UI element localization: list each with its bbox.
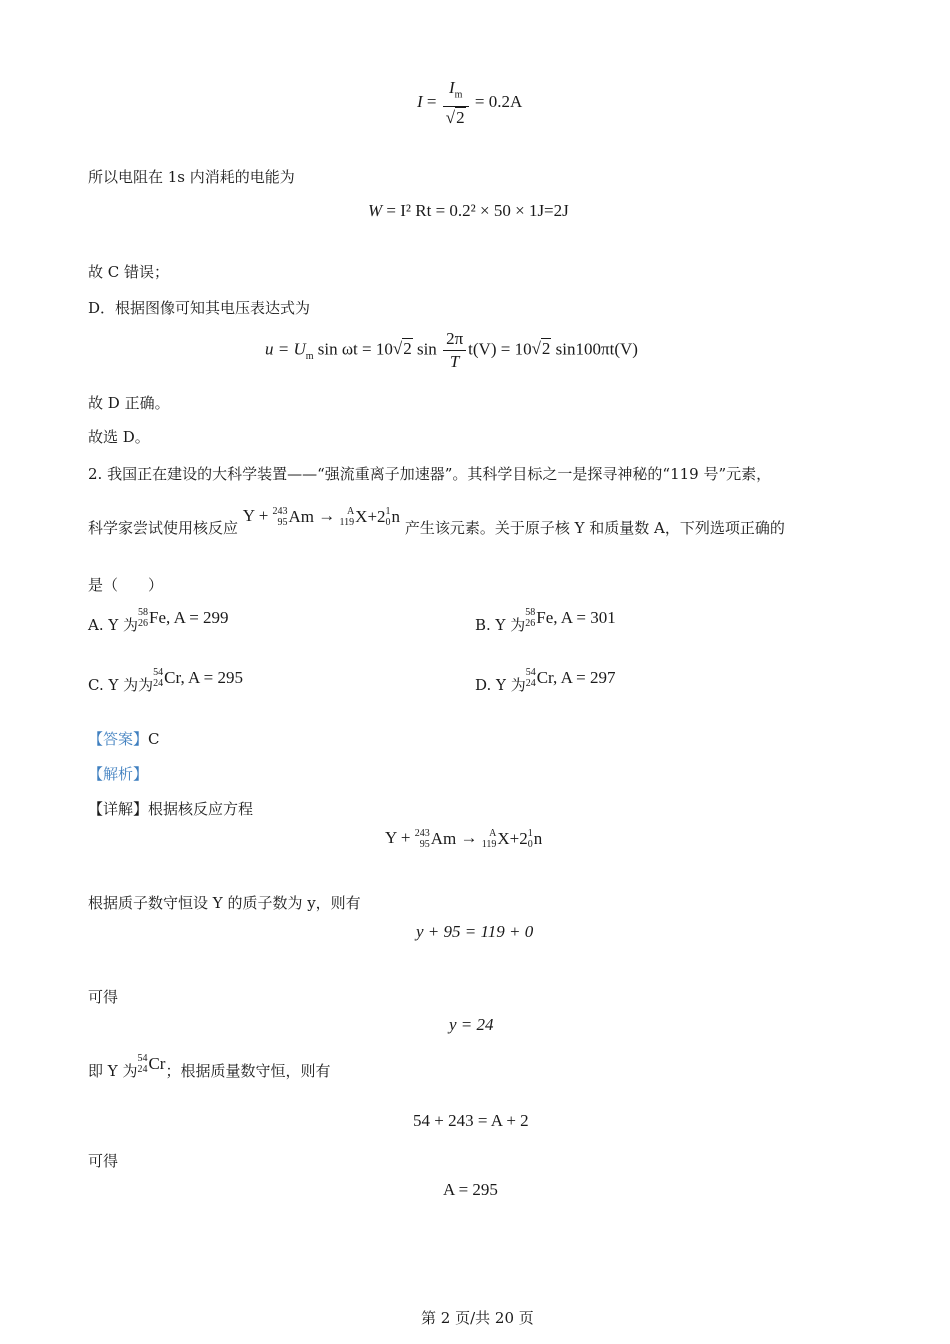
reaction-x-mass: A: [489, 828, 497, 840]
text-y-is-sym: Cr: [148, 1054, 166, 1073]
reaction-arrow: →: [456, 828, 482, 847]
eq-v-frac-den: T: [449, 352, 460, 371]
eq-energy-mid: = I² Rt = 0.2² × 50 × 1J=2J: [386, 201, 569, 220]
eq-current-rhs: 0.2A: [488, 92, 523, 112]
eq-v-part1: u = U: [265, 339, 306, 359]
text-y-is-prefix: 即 Y 为: [88, 1062, 138, 1080]
option-d: [475, 667, 616, 695]
equation-energy: [368, 201, 569, 221]
eq-v-frac-num: 2π: [443, 329, 466, 351]
sqrt-symbol: √2: [531, 339, 551, 359]
eq-current-num-sub: m: [454, 89, 463, 101]
q2-line1: 2. 我国正在建设的大科学装置——“强流重离子加速器”。其科学目标之一是探寻神秘的“119 号”元素，: [88, 465, 772, 483]
option-a-mass: 58: [138, 607, 149, 618]
option-d-sym: Cr, A = 297: [536, 668, 616, 687]
eq-current-den: 2: [456, 108, 465, 128]
reaction-am-charge: 95: [277, 517, 288, 529]
reaction-x: X+2: [497, 829, 528, 849]
option-b-label: B. Y 为: [475, 616, 526, 634]
text-get-2: 可得: [88, 1152, 119, 1170]
option-b-charge: 26: [525, 618, 536, 629]
nuclear-reaction-inline: [243, 506, 400, 528]
eq-current-lhs: I: [417, 92, 423, 112]
option-a-charge: 26: [138, 618, 149, 629]
option-c-sym: Cr, A = 295: [164, 668, 243, 687]
text-get-1: 可得: [88, 988, 119, 1006]
eq-v-part3: sin: [412, 339, 442, 359]
option-d-charge: 24: [525, 678, 536, 689]
reaction-am-mass: 243: [272, 506, 288, 518]
text-y-is-suffix: ；根据质量数守恒，则有: [165, 1062, 331, 1080]
detail-tag: 【详解】: [88, 800, 149, 818]
text-y-is-charge: 24: [137, 1064, 148, 1075]
answer-line: [88, 728, 160, 749]
equation-voltage: [265, 329, 638, 372]
reaction-x-mass: A: [346, 506, 355, 518]
reaction-n-mass: 1: [385, 506, 391, 518]
detail-text: 根据核反应方程: [148, 800, 254, 818]
reaction-x-charge: 119: [339, 517, 355, 529]
option-b-sym: Fe, A = 301: [536, 608, 616, 627]
option-a-sym: Fe, A = 299: [149, 608, 229, 627]
eq-current-eq2: =: [474, 92, 485, 112]
eq-energy-lhs: W: [368, 201, 383, 220]
option-b-mass: 58: [525, 607, 536, 618]
option-c-label: C. Y 为为: [88, 676, 154, 694]
option-d-label: D. Y 为: [475, 676, 526, 694]
sqrt-symbol: √2: [445, 108, 465, 128]
reaction-n: n: [391, 507, 401, 527]
option-d-mass: 54: [525, 667, 536, 678]
equation-mass: 54 + 243 = A + 2: [413, 1111, 529, 1130]
eq-v-part2: sin ωt = 10: [313, 339, 393, 359]
eq-v-sub: m: [305, 350, 314, 362]
reaction-n: n: [533, 829, 543, 849]
reaction-am: Am: [430, 829, 457, 849]
reaction-n-charge: 0: [527, 839, 533, 851]
option-a-label: A. Y 为: [88, 616, 139, 634]
option-a: [88, 607, 229, 635]
text-c-wrong: 故 C 错误；: [88, 263, 170, 281]
eq-v-root2: 2: [541, 339, 551, 359]
sqrt-symbol: √2: [392, 339, 412, 359]
eq-v-part5: sin100πt(V): [551, 339, 638, 359]
text-proton: 根据质子数守恒设 Y 的质子数为 y，则有: [88, 894, 361, 912]
eq-v-part4: t(V) = 10: [468, 339, 532, 359]
text-energy-intro: 所以电阻在 1s 内消耗的电能为: [88, 168, 295, 186]
eq-v-fraction: [443, 329, 466, 372]
equation-current: [417, 78, 522, 128]
text-d-correct: 故 D 正确。: [88, 394, 170, 412]
q2-line3: 是（ ）: [88, 576, 164, 594]
reaction-y: Y +: [242, 506, 273, 525]
eq-current-num: I: [448, 78, 455, 97]
text-d-intro: D．根据图像可知其电压表达式为: [88, 299, 311, 317]
page-footer: 第 2 页/共 20 页: [421, 1309, 534, 1327]
text-y-is: [88, 1053, 330, 1081]
equation-y: y = 24: [449, 1015, 494, 1034]
answer-tag: 【答案】: [88, 730, 149, 748]
reaction-n-mass: 1: [527, 828, 533, 840]
answer-value: C: [148, 730, 160, 748]
eq-v-root1: 2: [403, 339, 412, 359]
reaction-am-mass: 243: [414, 828, 430, 840]
reaction-x-charge: 119: [481, 839, 497, 851]
q2-line2-prefix: 科学家尝试使用核反应: [88, 519, 239, 537]
option-c-mass: 54: [153, 667, 164, 678]
reaction-am: Am: [288, 507, 315, 527]
option-c-charge: 24: [153, 678, 164, 689]
reaction-am-charge: 95: [419, 839, 430, 851]
detail-line: [88, 798, 253, 819]
reaction-arrow: →: [314, 506, 340, 525]
equation-proton: y + 95 = 119 + 0: [416, 922, 534, 941]
option-b: [475, 607, 616, 635]
reaction-x: X+2: [355, 507, 386, 527]
analysis-tag: 【解析】: [88, 765, 149, 783]
text-choose-d: 故选 D。: [88, 428, 150, 446]
text-y-is-mass: 54: [137, 1053, 148, 1064]
option-c: [88, 667, 243, 695]
eq-current-fraction: [443, 78, 469, 128]
equation-a: A = 295: [443, 1180, 498, 1199]
reaction-n-charge: 0: [385, 517, 391, 529]
eq-current-eq1: =: [426, 92, 437, 112]
q2-line2-suffix: 产生该元素。关于原子核 Y 和质量数 A，下列选项正确的: [404, 519, 785, 537]
nuclear-reaction-equation: [385, 828, 542, 850]
q2-line2: [88, 506, 785, 538]
reaction-y: Y +: [385, 828, 415, 847]
